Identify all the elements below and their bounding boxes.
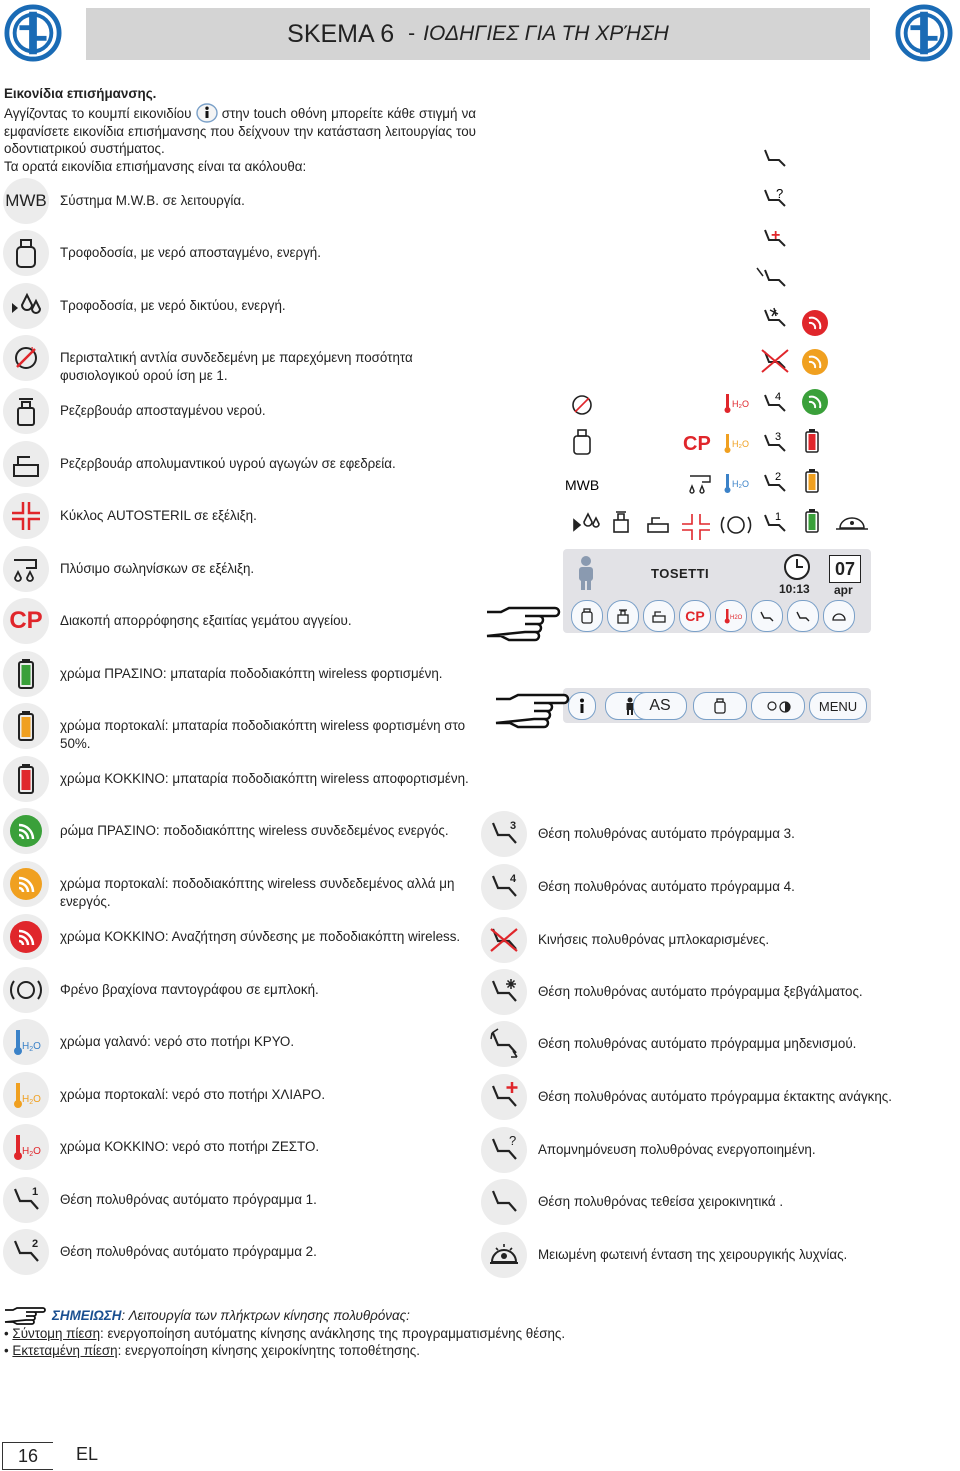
svg-text:?: ? [509, 1133, 517, 1148]
svg-text:H2O: $H_2O$ [22, 1146, 41, 1158]
icon-legend-label: Απομνημόνευση πολυθρόνας ενεργοποιημένη. [538, 1142, 816, 1157]
icon-legend-label: Φρένο βραχίονα παντογράφου σε εμπλοκή. [60, 982, 319, 997]
icon-legend-label: Κινήσεις πολυθρόνας μπλοκαρισμένες. [538, 932, 770, 947]
battery-orange-icon [3, 703, 49, 749]
ov-flush-icon [690, 476, 710, 493]
note-block [4, 1306, 944, 1359]
icon-legend-label: Θέση πολυθρόνας αυτόματο πρόγραμμα 1. [60, 1192, 317, 1207]
icon-legend-label: χρώμα ΚΟΚΚΙΝΟ: μπαταρία ποδοδιακόπτη wireless αποφορτισμένη. [60, 771, 469, 786]
status-bottle-button[interactable] [571, 600, 603, 632]
calendar-day: 07 [829, 555, 861, 583]
note-hand-icon [4, 1306, 48, 1326]
icon-legend-label: Θέση πολυθρόνας αυτόματο πρόγραμμα 2. [60, 1244, 317, 1259]
svg-text:3: 3 [510, 820, 517, 832]
ov-lamp-icon [836, 518, 868, 529]
svg-text:4: 4 [775, 391, 782, 403]
icon-legend-label: Πλύσιμο σωληνίσκων σε εξέλιξη. [60, 561, 255, 576]
note-term-1: Σύντομη πίεση [12, 1326, 101, 1341]
chair-zero-icon [481, 1021, 527, 1067]
svg-text:CP: CP [683, 433, 711, 455]
note-bullet-2: • Εκτεταμένη πίεση: ενεργοποίηση κίνησης χειροκίνητης τοποθέτησης. [4, 1342, 420, 1358]
icon-legend-label: Ρεζερβουάρ αποσταγμένου νερού. [60, 403, 266, 418]
bottle-button[interactable] [693, 692, 747, 720]
pointing-hand-2-icon [494, 691, 570, 731]
company-logo-right-icon [895, 4, 953, 62]
icon-legend-label: Θέση πολυθρόνας αυτόματο πρόγραμμα μηδενισμού. [538, 1036, 857, 1051]
svg-text:1: 1 [32, 1186, 39, 1198]
ov-h2o-orange-icon [725, 434, 750, 453]
icon-legend-label: Θέση πολυθρόνας τεθείσα χειροκινητικά . [538, 1194, 784, 1209]
icon-legend-label: Διακοπή απορρόφησης εξαιτίας γεμάτου αγγείου. [60, 613, 352, 628]
ov-brake-icon [721, 517, 750, 533]
ov-mains-icon [574, 514, 599, 530]
touch-screen-menu-bar [563, 688, 871, 723]
icon-legend-label: Θέση πολυθρόνας αυτόματο πρόγραμμα έκτακτης ανάγκης. [538, 1089, 892, 1104]
chair-emergency-icon [481, 1074, 527, 1120]
intro-line2: Τα ορατά εικονίδια επισήμανσης είναι τα ακόλουθα: [4, 158, 307, 174]
icon-legend-label: χρώμα ΚΟΚΚΙΝΟ: νερό στο ποτήρι ΖΕΣΤΟ. [60, 1139, 320, 1154]
icon-legend-label: Τροφοδοσία, με νερό αποσταγμένο, ενεργή. [60, 245, 321, 260]
language-code: EL [76, 1444, 99, 1464]
status-tank-button[interactable] [607, 600, 639, 632]
chair-program-4-icon [481, 864, 527, 910]
note-term-2: Εκτεταμένη πίεση [12, 1342, 118, 1358]
overview-icons [560, 140, 880, 550]
clock-time: 10:13 [779, 582, 810, 596]
chair-rinse-icon [481, 969, 527, 1015]
svg-text:H₂O: H₂O [732, 399, 749, 409]
icon-legend-label: χρώμα πορτοκαλί: μπαταρία ποδοδιακόπτη wireless φορτισμένη στο 50%. [60, 718, 466, 751]
menu-button[interactable]: MENU [809, 692, 867, 720]
svg-text:H₂O: H₂O [732, 439, 749, 449]
distilled-water-bottle-icon [3, 230, 49, 276]
h2o-hot-icon [3, 1124, 49, 1170]
calendar-month: apr [834, 583, 853, 597]
info-button[interactable] [568, 692, 596, 720]
ov-wireless-red-icon [802, 310, 828, 336]
pantograph-brake-icon [3, 967, 49, 1013]
chair-program-1-icon [3, 1177, 49, 1223]
svg-text:1: 1 [30, 346, 35, 355]
icon-legend-label: χρώμα ΠΡΑΣΙΝΟ: μπαταρία ποδοδιακόπτη wireless φορτισμένη. [60, 666, 443, 681]
ov-q: ? [776, 186, 784, 201]
brake-contrast-button[interactable] [751, 692, 805, 720]
intro-text [4, 85, 476, 175]
user-icon [575, 555, 597, 591]
chair-memory-icon [481, 1127, 527, 1173]
header-separator: - [408, 22, 416, 45]
pointing-hand-icon [485, 604, 561, 644]
icon-legend-label: Μειωμένη φωτεινή ένταση της χειρουργικής λυχνίας. [538, 1247, 848, 1262]
svg-text:1: 1 [775, 511, 782, 523]
h2o-warm-icon [3, 1072, 49, 1118]
icon-legend-label: Περισταλτική αντλία συνδεδεμένη με παρεχόμενη ποσότητα φυσιολογικού ορού ίση με 1. [60, 350, 413, 383]
ov-pump-icon [573, 396, 591, 414]
ov-tank-icon [614, 512, 628, 532]
ov-bottle-icon [574, 430, 590, 454]
chair-program-2-icon [3, 1229, 49, 1275]
svg-text:H₂O: H₂O [732, 479, 749, 489]
svg-text:H2O: $H_2O$ [22, 1041, 41, 1053]
icon-legend-label: ρώμα ΠΡΑΣΙΝΟ: ποδοδιακόπτης wireless συνδεδεμένος ενεργός. [60, 823, 449, 838]
wireless-orange-icon [3, 861, 49, 907]
mains-water-drops-icon [3, 283, 49, 329]
autosteril-cycle-icon [3, 493, 49, 539]
ov-h2o-red-icon [725, 394, 750, 413]
intro-heading: Εικονίδια επισήμανσης. [4, 86, 157, 101]
svg-text:2: 2 [32, 1238, 39, 1250]
icon-legend-label: Θέση πολυθρόνας αυτόματο πρόγραμμα 3. [538, 826, 795, 841]
ov-chair-manual-icon [765, 150, 785, 166]
company-logo-left-icon [4, 4, 62, 62]
ov-disinfect-icon [648, 518, 668, 532]
icon-legend-label: Ρεζερβουάρ απολυμαντικού υγρού αγωγών σε εφεδρεία. [60, 456, 396, 471]
header-title: SKEMA 6 [287, 19, 395, 48]
status-chair-button[interactable] [751, 600, 783, 632]
ov-wireless-orange-icon [802, 349, 828, 375]
battery-green-icon [3, 651, 49, 697]
status-lamp-button[interactable] [823, 600, 855, 632]
icon-legend-label: χρώμα πορτοκαλί: ποδοδιακόπτης wireless συνδεδεμένος αλλά μη ενεργός. [60, 876, 455, 909]
icon-legend-label: χρώμα πορτοκαλί: νερό στο ποτήρι ΧΛΙΑΡΟ. [60, 1087, 326, 1102]
svg-text:MWB: MWB [565, 477, 600, 493]
note-bullet-1: • Σύντομη πίεση: ενεργοποίηση αυτόματης κίνησης ανάκλησης της προγραμματισμένης θέσης. [4, 1326, 566, 1341]
status-cp-button[interactable]: CP [679, 600, 711, 632]
icon-legend-label: Τροφοδοσία, με νερό δικτύου, ενεργή. [60, 298, 286, 313]
as-button[interactable]: AS [633, 692, 687, 720]
overview-diagram [560, 140, 880, 550]
icon-legend-label: Κύκλος AUTOSTERIL σε εξέλιξη. [60, 508, 257, 523]
tube-flush-icon [3, 546, 49, 592]
user-name: TOSETTI [651, 566, 710, 581]
svg-text:4: 4 [510, 873, 517, 885]
peristaltic-pump-icon [3, 335, 49, 381]
ov-battery-green-icon [806, 509, 818, 532]
wireless-red-icon [3, 914, 49, 960]
battery-red-icon [3, 756, 49, 802]
icon-legend-label: χρώμα γαλανό: νερό στο ποτήρι ΚΡΥΟ. [60, 1034, 295, 1049]
note-text-2: : ενεργοποίηση κίνησης χειροκίνητης τοποθέτησης. [117, 1342, 420, 1358]
cp-icon: CP [3, 598, 49, 644]
chair-program-3-icon [481, 811, 527, 857]
ov-wireless-green-icon [802, 389, 828, 415]
info-icon [196, 103, 218, 123]
svg-text:H2O: H2O [730, 615, 743, 621]
ov-battery-orange-icon [806, 469, 818, 492]
intro-text-a: Αγγίζοντας το κουμπί εικονιδίου [4, 105, 192, 121]
svg-text:H2O: $H_2O$ [22, 1094, 41, 1106]
note-title-bold: ΣΗΜΕΙΩΣΗ [52, 1307, 122, 1323]
intro-text-b: στην touch οθόνη μπορείτε κάθε στιγμή να εμφανίσετε εικονίδια επισήμανσης που δείχνουν την κατάσταση λειτουργίας του οδοντιατρικού συστήματος. [4, 105, 477, 156]
svg-text:2: 2 [775, 471, 782, 483]
status-disinfect-button[interactable] [643, 600, 675, 632]
ov-plus: + [771, 227, 781, 244]
ov-battery-red-icon [806, 429, 818, 452]
clock-icon [783, 553, 811, 581]
icon-legend-label: Σύστημα M.W.B. σε λειτουργία. [60, 193, 245, 208]
icon-legend-label: Θέση πολυθρόνας αυτόματο πρόγραμμα ξεβγάλματος. [538, 984, 863, 999]
ov-h2o-blue-icon [725, 474, 750, 493]
note-title-rest: : Λειτουργία των πλήκτρων κίνησης πολυθρόνας: [121, 1307, 410, 1323]
chair-manual-icon [481, 1179, 527, 1225]
mwb-text-icon: MWB [3, 178, 49, 224]
brake-contrast-icon [763, 698, 793, 714]
page-header [86, 8, 870, 60]
lamp-reduced-icon [481, 1232, 527, 1278]
icon-legend-label: χρώμα ΚΟΚΚΙΝΟ: Αναζήτηση σύνδεσης με ποδοδιακόπτη wireless. [60, 929, 461, 944]
distilled-tank-icon [3, 388, 49, 434]
header-subtitle: ΙΟΔΗΓΙΕΣ ΓΙΑ ΤΗ ΧΡΉΣΗ [423, 22, 669, 45]
wireless-green-icon [3, 808, 49, 854]
status-h2o-button[interactable] [715, 600, 747, 632]
disinfectant-tank-icon [3, 441, 49, 487]
touch-screen-status [563, 549, 871, 633]
h2o-cold-icon [3, 1019, 49, 1065]
page-number: 16 [2, 1442, 53, 1470]
note-text-1: : ενεργοποίηση αυτόματης κίνησης ανάκλησης της προγραμματισμένης θέσης. [100, 1326, 566, 1341]
ov-autosteril-icon [682, 514, 710, 540]
info-button-icon [576, 698, 588, 714]
svg-text:3: 3 [775, 431, 782, 443]
icon-legend-label: Θέση πολυθρόνας αυτόματο πρόγραμμα 4. [538, 879, 795, 894]
chair-locked-icon [481, 917, 527, 963]
status-chair2-button[interactable] [787, 600, 819, 632]
ov-chair-zero-icon [765, 270, 785, 286]
bottle-button-icon [713, 698, 727, 714]
